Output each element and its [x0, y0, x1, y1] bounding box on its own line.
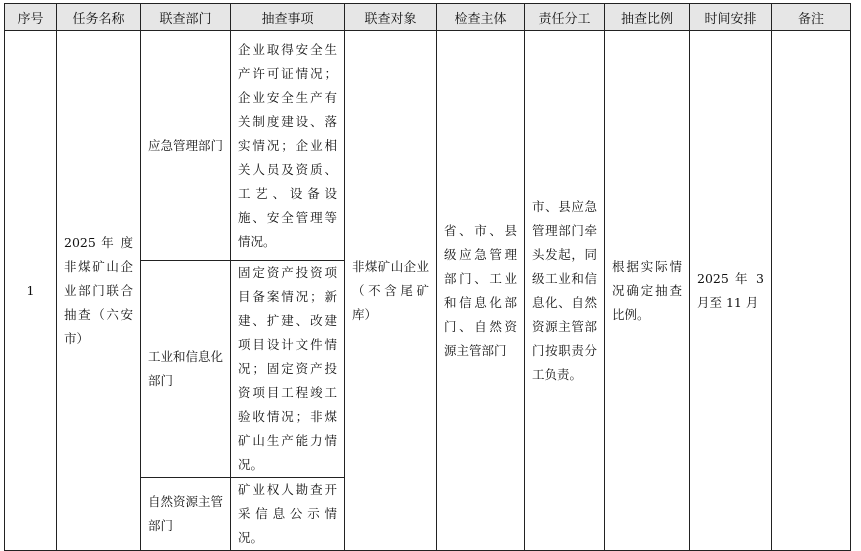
seq-cell: 1 — [5, 31, 57, 551]
remarks-cell — [772, 31, 851, 551]
department-cell: 工业和信息化部门 — [141, 261, 231, 478]
department-cell: 应急管理部门 — [141, 31, 231, 261]
header-target: 联查对象 — [345, 4, 437, 31]
header-row — [5, 4, 851, 31]
header-schedule: 时间安排 — [690, 4, 772, 31]
task-name-cell: 2025 年 度非煤矿山企业部门联合抽查（六安市） — [57, 31, 141, 551]
ratio-cell: 根据实际情况确定抽查比例。 — [605, 31, 690, 551]
inspection-items-cell: 矿业权人勘查开采信息公示情况。 — [231, 478, 345, 551]
joint-inspection-table — [4, 3, 851, 551]
responsibility-cell: 市、县应急管理部门牵头发起，同级工业和信息化、自然资源主管部门按职责分工负责。 — [525, 31, 605, 551]
header-ratio: 抽查比例 — [605, 4, 690, 31]
header-seq: 序号 — [5, 4, 57, 31]
inspection-items-cell: 企业取得安全生产许可证情况；企业安全生产有关制度建设、落实情况；企业相关人员及资质、工艺、设备设施、安全管理等情况。 — [231, 31, 345, 261]
header-responsibility: 责任分工 — [525, 4, 605, 31]
target-cell: 非煤矿山企业（不含尾矿库） — [345, 31, 437, 551]
header-task-name: 任务名称 — [57, 4, 141, 31]
department-cell: 自然资源主管部门 — [141, 478, 231, 551]
inspection-body-cell: 省、市、县级应急管理部门、工业和信息化部门、自然资源主管部门 — [437, 31, 525, 551]
inspection-items-cell: 固定资产投资项目备案情况；新建、扩建、改建项目设计文件情况；固定资产投资项目工程竣工验收情况；非煤矿山生产能力情况。 — [231, 261, 345, 478]
header-inspection-items: 抽查事项 — [231, 4, 345, 31]
table-row — [5, 31, 851, 261]
header-inspection-body: 检查主体 — [437, 4, 525, 31]
schedule-cell: 2025 年 3 月至 11 月 — [690, 31, 772, 551]
header-remarks: 备注 — [772, 4, 851, 31]
header-department: 联查部门 — [141, 4, 231, 31]
